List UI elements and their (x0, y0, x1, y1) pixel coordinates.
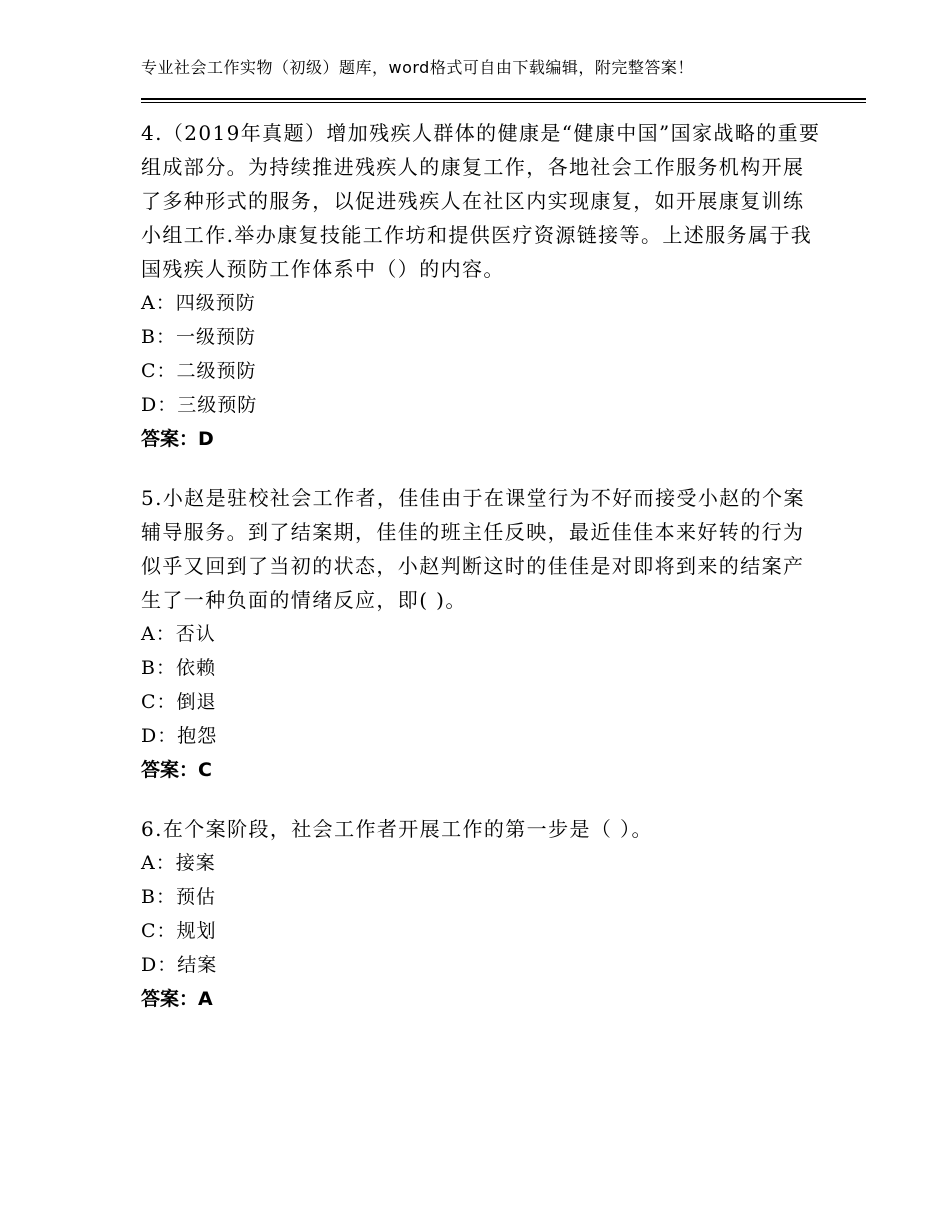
question-4 (141, 116, 821, 456)
option-b: B：一级预防 (141, 326, 256, 348)
question-text: 6.在个案阶段，社会工作者开展工作的第一步是（ ）。 (141, 817, 653, 841)
question-5 (141, 481, 821, 787)
header-rule-thick (141, 98, 866, 100)
page-header: 专业社会工作实物（初级）题库，word格式可自由下载编辑，附完整答案！ (141, 58, 694, 77)
option-a: A：接案 (141, 852, 216, 874)
option-c: C：倒退 (141, 691, 217, 713)
option-c: C：二级预防 (141, 360, 257, 382)
option-a: A：四级预防 (141, 292, 256, 314)
answer: 答案：A (141, 988, 213, 1010)
option-d: D：结案 (141, 954, 218, 976)
answer: 答案：D (141, 428, 214, 450)
option-b: B：预估 (141, 886, 216, 908)
question-6 (141, 812, 821, 1016)
option-a: A：否认 (141, 623, 216, 645)
option-b: B：依赖 (141, 657, 216, 679)
option-d: D：三级预防 (141, 394, 258, 416)
question-list (141, 116, 821, 1041)
question-text: 5.小赵是驻校社会工作者，佳佳由于在课堂行为不好而接受小赵的个案辅导服务。到了结案期，佳佳的班主任反映，最近佳佳本来好转的行为似乎又回到了当初的状态，小赵判断这时的佳佳是对即将到来的结案产生了一种负面的情绪反应，即( )。 (141, 486, 805, 612)
header-rule-thin (141, 102, 866, 103)
option-d: D：抱怨 (141, 725, 218, 747)
answer: 答案：C (141, 759, 212, 781)
question-text: 4.（2019年真题）增加残疾人群体的健康是“健康中国”国家战略的重要组成部分。为持续推进残疾人的康复工作，各地社会工作服务机构开展了多种形式的服务，以促进残疾人在社区内实现康复，如开展康复训练小组工作.举办康复技能工作坊和提供医疗资源链接等。上述服务属于我国残疾人预防工作体系中（）的内容。 (141, 121, 821, 281)
option-c: C：规划 (141, 920, 217, 942)
